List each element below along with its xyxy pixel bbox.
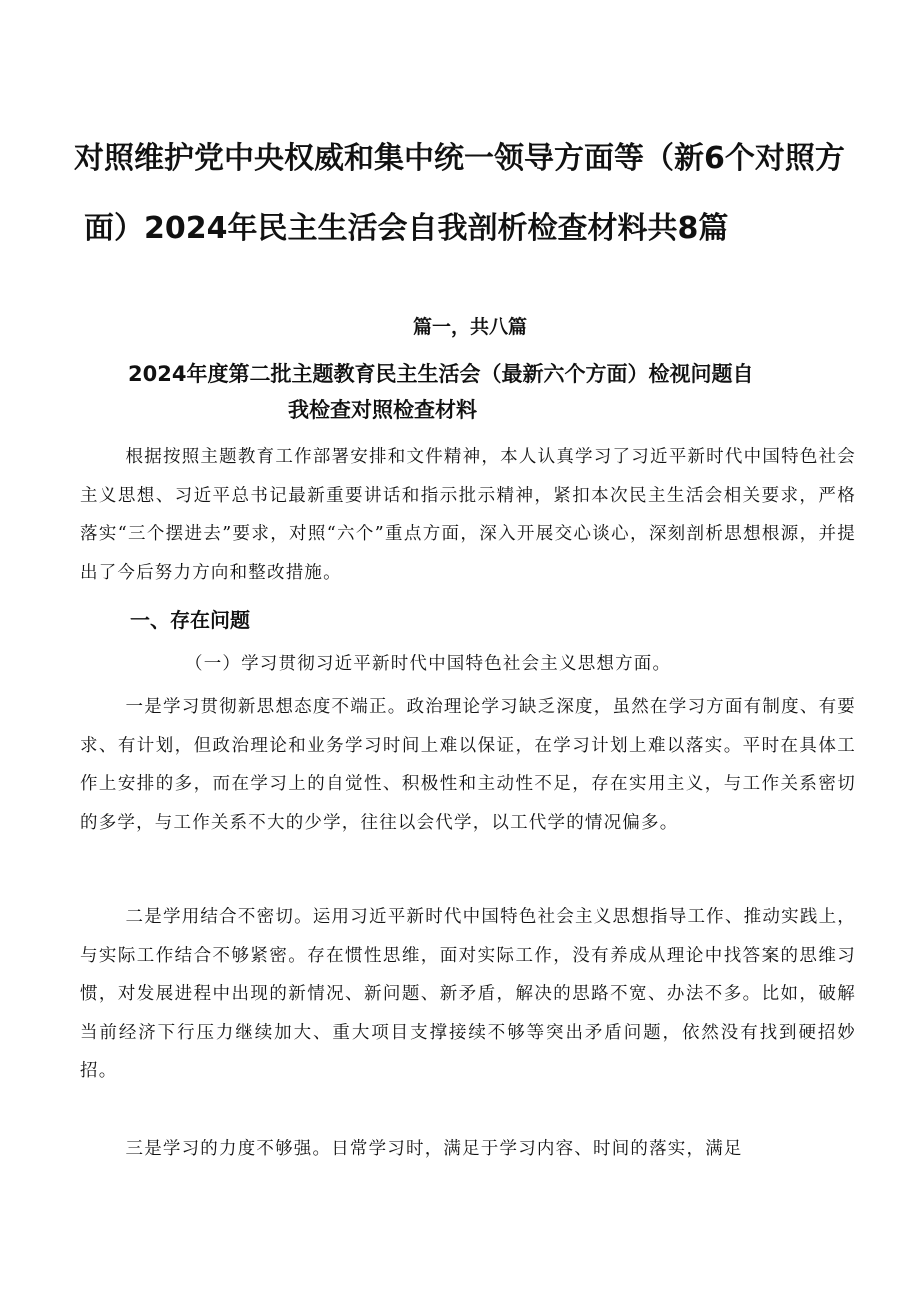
document-title-line-1: 对照维护党中央权威和集中统一领导方面等（新6个对照方 [74,141,845,176]
intro-paragraph: 根据按照主题教育工作部署安排和文件精神，本人认真学习了习近平新时代中国特色社会主义思想、习近平总书记最新重要讲话和指示批示精神，紧扣本次民主生活会相关要求，严格落实“三个摆进去”要求，对照“六个”重点方面，深入开展交心谈心，深刻剖析思想根源，并提出了今后努力方向和整改措施。 [80,447,856,583]
section-heading: 一、存在问题 [130,608,250,632]
body-paragraph-3: 三是学习的力度不够强。日常学习时，满足于学习内容、时间的落实，满足 [125,1139,743,1159]
part-title-line-2: 我检查对照检查材料 [288,398,477,422]
part-heading: 篇一，共八篇 [412,316,527,338]
part-title [128,356,868,428]
document-title-line-2: 面）2024年民主生活会自我剖析检查材料共8篇 [84,211,729,246]
body-paragraph-2: 二是学用结合不密切。运用习近平新时代中国特色社会主义思想指导工作、推动实践上，与实际工作结合不够紧密。存在惯性思维，面对实际工作，没有养成从理论中找答案的思维习惯，对发展进程中出现的新情况、新问题、新矛盾，解决的思路不宽、办法不多。比如，破解当前经济下行压力继续加大、重大项目支撑接续不够等突出矛盾问题，依然没有找到硬招妙招。 [80,907,856,1081]
body-paragraph-1: 一是学习贯彻新思想态度不端正。政治理论学习缺乏深度，虽然在学习方面有制度、有要求、有计划，但政治理论和业务学习时间上难以保证，在学习计划上难以落实。平时在具体工作上安排的多，而在学习上的自觉性、积极性和主动性不足，存在实用主义，与工作关系密切的多学，与工作关系不大的少学，往往以会代学，以工代学的情况偏多。 [80,697,856,833]
sub-heading: （一）学习贯彻习近平新时代中国特色社会主义思想方面。 [185,654,672,674]
part-title-line-1: 2024年度第二批主题教育民主生活会（最新六个方面）检视问题自 [128,362,754,386]
document-title [74,124,854,264]
